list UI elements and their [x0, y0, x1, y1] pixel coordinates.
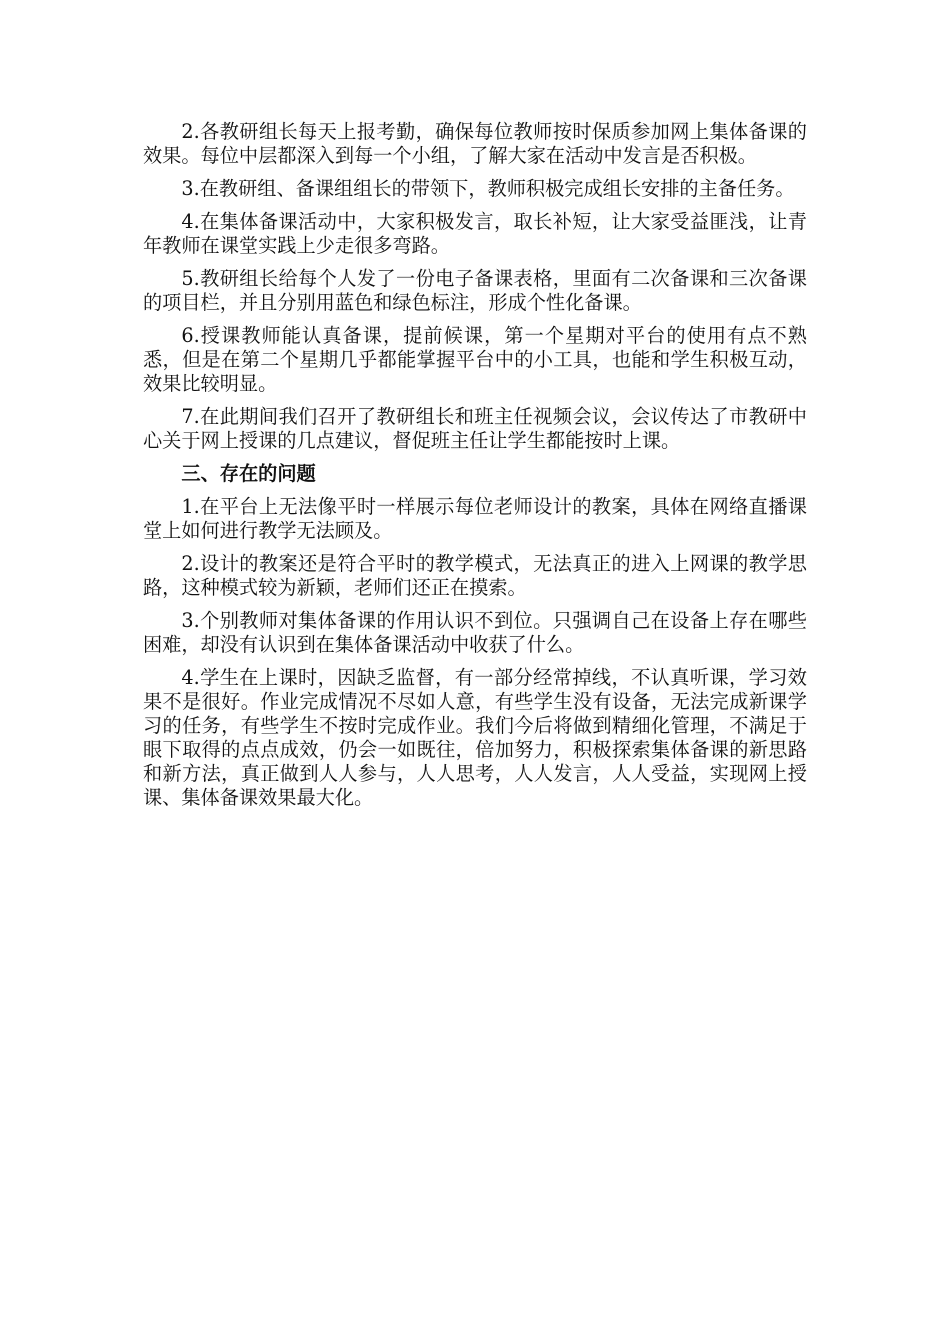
- document-page: [143, 120, 807, 819]
- paragraph-item-3: 3.在教研组、备课组组长的带领下，教师积极完成组长安排的主备任务。: [181, 177, 795, 200]
- paragraph-item-5: 5.教研组长给每个人发了一份电子备课表格，里面有二次备课和三次备课的项目栏，并且分别用蓝色和绿色标注，形成个性化备课。: [143, 267, 807, 314]
- problem-item-3: 3.个别教师对集体备课的作用认识不到位。只强调自己在设备上存在哪些困难，却没有认识到在集体备课活动中收获了什么。: [143, 609, 807, 656]
- section-heading-problems: 三、存在的问题: [181, 462, 316, 485]
- problem-item-4: 4.学生在上课时，因缺乏监督，有一部分经常掉线，不认真听课，学习效果不是很好。作业完成情况不尽如人意，有些学生没有设备，无法完成新课学习的任务，有些学生不按时完成作业。我们今后将做到精细化管理，不满足于眼下取得的点点成效，仍会一如既往，倍加努力，积极探索集体备课的新思路和新方法，真正做到人人参与，人人思考，人人发言，人人受益，实现网上授课、集体备课效果最大化。: [143, 666, 807, 809]
- paragraph-item-7: 7.在此期间我们召开了教研组长和班主任视频会议，会议传达了市教研中心关于网上授课的几点建议，督促班主任让学生都能按时上课。: [143, 405, 807, 452]
- paragraph-item-6: 6.授课教师能认真备课，提前候课，第一个星期对平台的使用有点不熟悉，但是在第二个星期几乎都能掌握平台中的小工具，也能和学生积极互动，效果比较明显。: [143, 324, 807, 395]
- problem-item-2: 2.设计的教案还是符合平时的教学模式，无法真正的进入上网课的教学思路，这种模式较为新颖，老师们还正在摸索。: [143, 552, 807, 599]
- problem-item-1: 1.在平台上无法像平时一样展示每位老师设计的教案，具体在网络直播课堂上如何进行教学无法顾及。: [143, 495, 807, 542]
- paragraph-item-4: 4.在集体备课活动中，大家积极发言，取长补短，让大家受益匪浅，让青年教师在课堂实践上少走很多弯路。: [143, 210, 807, 257]
- paragraph-item-2: 2.各教研组长每天上报考勤，确保每位教师按时保质参加网上集体备课的效果。每位中层都深入到每一个小组，了解大家在活动中发言是否积极。: [143, 120, 807, 167]
